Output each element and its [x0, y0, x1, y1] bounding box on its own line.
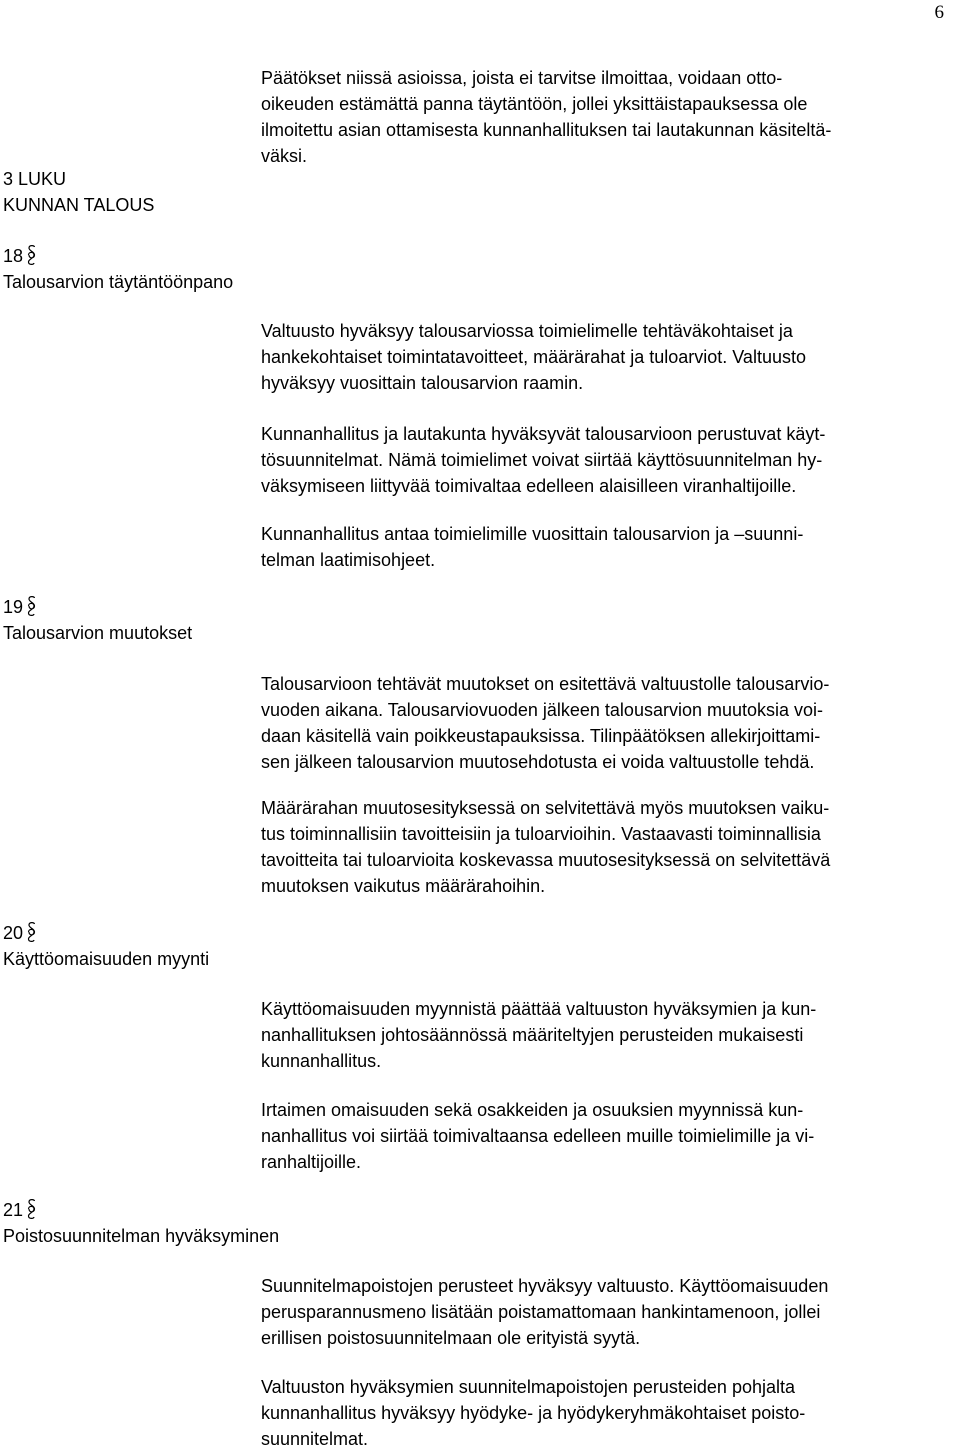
text-line: tus toiminnallisiin tavoitteisiin ja tuloarvioihin. Vastaavasti toiminnallisia: [261, 824, 821, 844]
text-line: hankekohtaiset toimintatavoitteet, määrärahat ja tuloarviot. Valtuusto: [261, 347, 806, 367]
paragraph: [261, 421, 951, 499]
text-line: Talousarvioon tehtävät muutokset on esitettävä valtuustolle talousarvio-: [261, 674, 830, 694]
section-title: Talousarvion muutokset: [3, 623, 193, 643]
paragraph: [261, 521, 951, 573]
section-heading-21: [3, 1197, 363, 1249]
section-heading-20: [3, 920, 253, 972]
text-line: tavoitteita tai tuloarvioita koskevassa muutosesityksessä on selvitettävä: [261, 850, 831, 870]
section-heading-18: [3, 243, 253, 295]
section-title: Poistosuunnitelman hyväksyminen: [3, 1226, 280, 1246]
section-title: Käyttöomaisuuden myynti: [3, 949, 210, 969]
text-line: vuoden aikana. Talousarviovuoden jälkeen talousarvion muutoksia voi-: [261, 700, 824, 720]
text-line: kunnanhallitus.: [261, 1051, 382, 1071]
paragraph: [261, 671, 951, 775]
text-line: Käyttöomaisuuden myynnistä päättää valtuuston hyväksymien ja kun-: [261, 999, 817, 1019]
text-line: väksi.: [261, 146, 308, 166]
text-line: Valtuuston hyväksymien suunnitelmapoistojen perusteiden pohjalta: [261, 1377, 795, 1397]
text-line: ranhaltijoille.: [261, 1152, 362, 1172]
text-line: telman laatimisohjeet.: [261, 550, 436, 570]
paragraph: [261, 65, 951, 169]
section-number: 19: [3, 594, 253, 620]
section-sign-icon: [27, 595, 36, 617]
paragraph: [261, 1374, 951, 1452]
text-line: väksymiseen liittyvää toimivaltaa edelleen alaisilleen viranhaltijoille.: [261, 476, 797, 496]
section-sign-icon: [27, 1198, 36, 1220]
page-number: 6: [934, 2, 944, 23]
paragraph: [261, 1097, 951, 1175]
chapter-heading: [3, 166, 253, 218]
section-sign-icon: [27, 244, 36, 266]
text-line: oikeuden estämättä panna täytäntöön, jollei yksittäistapauksessa ole: [261, 94, 808, 114]
section-sign-icon: [27, 921, 36, 943]
section-number: 21: [3, 1197, 363, 1223]
text-line: nanhallituksen johtosäännössä määriteltyjen perusteiden mukaisesti: [261, 1025, 804, 1045]
chapter-number: 3 LUKU: [3, 169, 67, 189]
section-number: 18: [3, 243, 253, 269]
paragraph: [261, 318, 951, 396]
text-line: daan käsitellä vain poikkeustapauksissa. Tilinpäätöksen allekirjoittami-: [261, 726, 821, 746]
text-line: Irtaimen omaisuuden sekä osakkeiden ja osuuksien myynnissä kun-: [261, 1100, 804, 1120]
text-line: tösuunnitelmat. Nämä toimielimet voivat siirtää käyttösuunnitelman hy-: [261, 450, 823, 470]
text-line: ilmoitettu asian ottamisesta kunnanhallituksen tai lautakunnan käsiteltä-: [261, 120, 832, 140]
text-line: suunnitelmat.: [261, 1429, 369, 1449]
text-line: Päätökset niissä asioissa, joista ei tarvitse ilmoittaa, voidaan otto-: [261, 68, 783, 88]
text-line: Määrärahan muutosesityksessä on selvitettävä myös muutoksen vaiku-: [261, 798, 830, 818]
text-line: Valtuusto hyväksyy talousarviossa toimielimelle tehtäväkohtaiset ja: [261, 321, 793, 341]
paragraph: [261, 996, 951, 1074]
text-line: Kunnanhallitus ja lautakunta hyväksyvät talousarvioon perustuvat käyt-: [261, 424, 826, 444]
text-line: hyväksyy vuosittain talousarvion raamin.: [261, 373, 584, 393]
text-line: kunnanhallitus hyväksyy hyödyke- ja hyödykeryhmäkohtaiset poisto-: [261, 1403, 806, 1423]
section-number: 20: [3, 920, 253, 946]
text-line: Suunnitelmapoistojen perusteet hyväksyy valtuusto. Käyttöomaisuuden: [261, 1276, 829, 1296]
section-title: Talousarvion täytäntöönpano: [3, 272, 234, 292]
text-line: erillisen poistosuunnitelmaan ole erityistä syytä.: [261, 1328, 641, 1348]
paragraph: [261, 1273, 951, 1351]
section-heading-19: [3, 594, 253, 646]
paragraph: [261, 795, 951, 899]
chapter-title: KUNNAN TALOUS: [3, 195, 155, 215]
text-line: nanhallitus voi siirtää toimivaltaansa edelleen muille toimielimille ja vi-: [261, 1126, 815, 1146]
text-line: muutoksen vaikutus määrärahoihin.: [261, 876, 546, 896]
text-line: perusparannusmeno lisätään poistamattomaan hankintamenoon, jollei: [261, 1302, 821, 1322]
text-line: Kunnanhallitus antaa toimielimille vuosittain talousarvion ja –suunni-: [261, 524, 804, 544]
text-line: sen jälkeen talousarvion muutosehdotusta ei voida valtuustolle tehdä.: [261, 752, 815, 772]
